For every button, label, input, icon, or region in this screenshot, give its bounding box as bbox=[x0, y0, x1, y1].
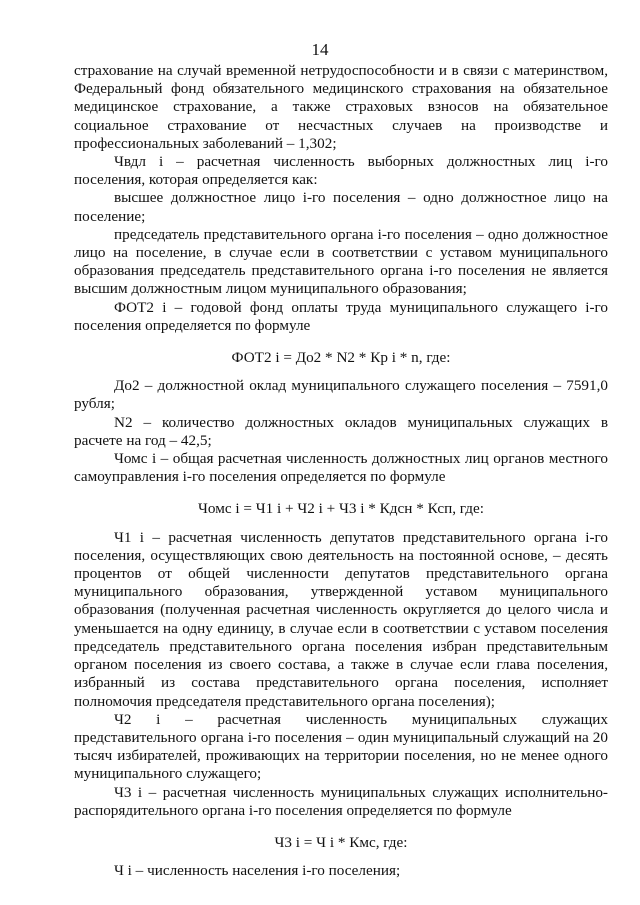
paragraph-choms-definition: Чомс i – общая расчетная численность должностных лиц органов местного самоуправления i-го поселения определяется по формуле bbox=[74, 450, 608, 486]
paragraph-ch-population: Ч i – численность населения i-го поселения; bbox=[114, 862, 401, 880]
paragraph-ch2: Ч2 i – расчетная численность муниципальных служащих представительного органа i-го поселения – один муниципальный служащий на 20 тысяч избирателей, проживающих на территории поселения, но не менее одного муниципального служащего; bbox=[74, 710, 608, 783]
document-body bbox=[74, 62, 608, 880]
paragraph-do2: До2 – должностной оклад муниципального служащего поселения – 7591,0 рубля; bbox=[74, 377, 608, 413]
paragraph-chvdl-definition: Чвдл i – расчетная численность выборных должностных лиц i-го поселения, которая определяется как: bbox=[74, 153, 608, 189]
page-number: 14 bbox=[311, 40, 329, 59]
paragraph-chairman: председатель представительного органа i-го поселения – одно должностное лицо на поселение, в случае если в соответствии с уставом муниципального образования председатель представительного органа i-го поселения не является высшим должностным лицом муниципального образования; bbox=[74, 225, 608, 298]
paragraph-insurance-coefficient: страхование на случай временной нетрудоспособности и в связи с материнством, Федеральный фонд обязательного медицинского страхования на обязательное медицинское страхование, а также страховых взносов на обязательное социальное страхование от несчастных случаев на производстве и профессиональных заболеваний – 1,302; bbox=[74, 62, 608, 152]
formula-fot2: ФОТ2 i = До2 * N2 * Кр i * n, где: bbox=[231, 349, 451, 367]
formula-choms: Чомс i = Ч1 i + Ч2 i + Ч3 i * Кдсн * Ксп, где: bbox=[198, 500, 484, 518]
paragraph-ch1: Ч1 i – расчетная численность депутатов представительного органа i-го поселения, осуществляющих свою деятельность на постоянной основе, – десять процентов от общей численности депутатов представительного органа муниципального образования, утвержденной уставом муниципального образования (полученная расчетная численность округляется до целого числа и уменьшается на одну единицу, в случае если в соответствии с уставом поселения председатель представительного органа поселения избран представительным органом поселения из своего состава, а также в случае если глава поселения, избранный из состава представительного органа поселения, исполняет полномочия председателя представительного органа поселения); bbox=[74, 528, 608, 710]
paragraph-fot2-definition: ФОТ2 i – годовой фонд оплаты труда муниципального служащего i-го поселения определяется по формуле bbox=[74, 298, 608, 334]
paragraph-ch3: Ч3 i – расчетная численность муниципальных служащих исполнительно-распорядительного органа i-го поселения определяется по формуле bbox=[74, 783, 608, 819]
paragraph-highest-official: высшее должностное лицо i-го поселения – одно должностное лицо на поселение; bbox=[74, 189, 608, 225]
formula-ch3: Ч3 i = Ч i * Кмс, где: bbox=[274, 833, 408, 851]
paragraph-n2: N2 – количество должностных окладов муниципальных служащих в расчете на год – 42,5; bbox=[74, 413, 608, 449]
